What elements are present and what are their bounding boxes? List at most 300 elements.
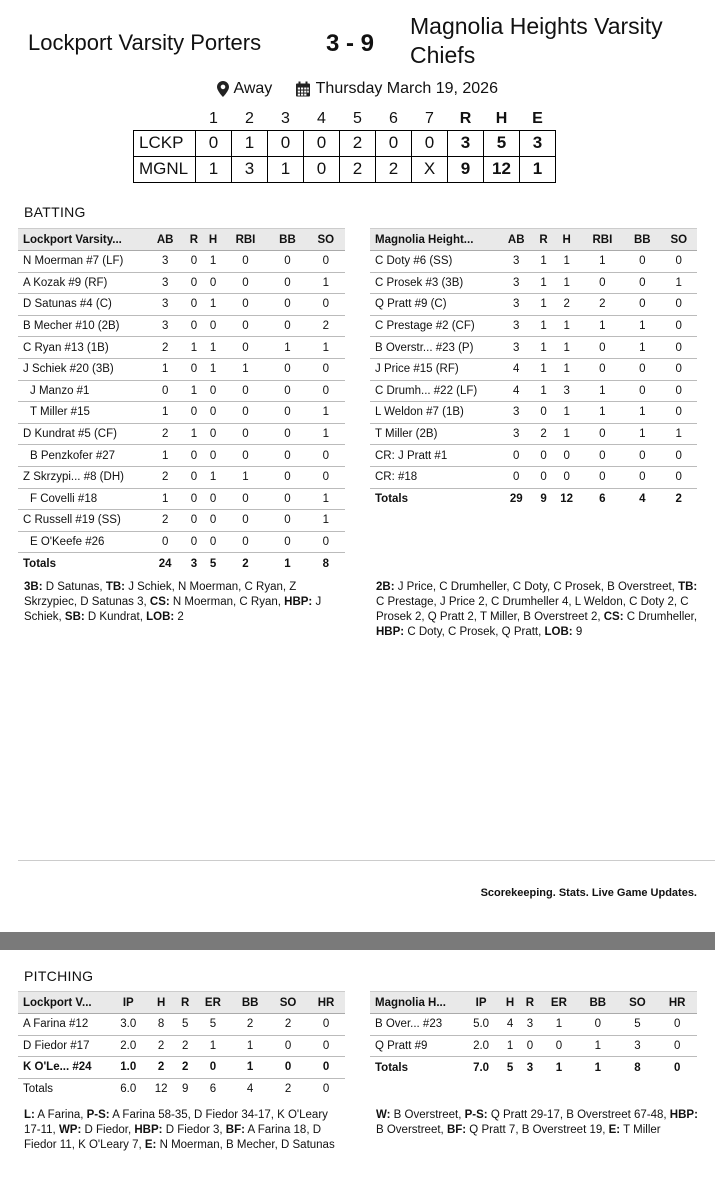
total-cell: 1 — [555, 1061, 563, 1074]
table-body — [18, 251, 345, 575]
total-cell: 2 — [284, 1083, 292, 1096]
team-abbr: LCKP — [134, 130, 196, 156]
note-label: WP: — [58, 1124, 82, 1136]
total-runs: 3 — [448, 130, 484, 156]
inning-header: 5 — [353, 109, 362, 127]
player-name: T Miller (2B) — [370, 423, 498, 445]
stat-cell: 0 — [203, 423, 222, 445]
batting-table-home — [370, 228, 697, 510]
column-header: SO — [269, 992, 307, 1014]
stat-cell: 1 — [581, 251, 624, 273]
stat-cell: 0 — [624, 380, 660, 402]
totals-label: Totals — [23, 1083, 54, 1096]
batting-row — [18, 510, 345, 532]
column-header: HR — [307, 992, 345, 1014]
stat-cell: 1 — [307, 423, 345, 445]
stat-cell: 0 — [307, 1035, 345, 1057]
player-name: A Kozak #9 (RF) — [18, 272, 146, 294]
note-label: P-S: — [86, 1109, 110, 1121]
note-label: CS: — [603, 611, 624, 623]
errors-header: E — [532, 109, 543, 127]
total-cell: 1 — [284, 557, 291, 570]
stat-cell: 0 — [534, 402, 552, 424]
inning-header: 3 — [281, 109, 290, 127]
column-header: IP — [462, 992, 500, 1014]
game-date: Thursday March 19, 2026 — [315, 80, 498, 97]
stat-cell: 3 — [498, 337, 534, 359]
player-name: CR: J Pratt #1 — [370, 445, 498, 467]
stat-cell: 2 — [553, 294, 581, 316]
stat-cell: 1 — [578, 1035, 618, 1057]
stat-cell: 3 — [498, 294, 534, 316]
stat-cell: 0 — [184, 445, 203, 467]
player-name: B Penzkofer #27 — [18, 445, 146, 467]
total-errors: 1 — [520, 156, 556, 182]
note-label: LOB: — [544, 626, 573, 638]
stat-cell: 1 — [203, 251, 222, 273]
player-name: F Covelli #18 — [18, 488, 146, 510]
stat-cell: 0 — [223, 380, 269, 402]
column-header: SO — [661, 229, 697, 251]
total-cell: 3 — [526, 1061, 534, 1074]
player-name: C Prestage #2 (CF) — [370, 315, 498, 337]
stat-cell: 0 — [268, 251, 306, 273]
location-pin-icon — [217, 81, 229, 97]
header-row — [18, 229, 345, 251]
stat-cell: 0 — [184, 510, 203, 532]
total-cell: 5 — [506, 1061, 514, 1074]
note-text: Q Pratt 7, B Overstreet 19, — [466, 1124, 609, 1136]
stat-cell: 1 — [146, 445, 184, 467]
stat-cell: 1 — [624, 315, 660, 337]
stat-cell: 5 — [195, 1014, 231, 1036]
inning-runs: 2 — [340, 156, 376, 182]
stat-cell: 1 — [307, 272, 345, 294]
away-team-name: Lockport Varsity Porters — [28, 30, 262, 55]
stat-cell: 1 — [553, 358, 581, 380]
header-row — [370, 992, 697, 1014]
player-name: D Kundrat #5 (CF) — [18, 423, 146, 445]
stat-cell: 1 — [195, 1035, 231, 1057]
batting-row — [18, 402, 345, 424]
table-header — [370, 992, 697, 1014]
stat-cell: 1 — [581, 402, 624, 424]
stat-cell: 0 — [307, 380, 345, 402]
stat-cell: 0 — [268, 294, 306, 316]
totals-label: Totals — [375, 493, 409, 506]
pitching-section-title: PITCHING — [24, 968, 94, 984]
column-header: ER — [195, 992, 231, 1014]
stat-cell: 1 — [231, 1035, 269, 1057]
total-cell: 24 — [158, 557, 172, 570]
stat-cell: 0 — [307, 1057, 345, 1079]
column-header: RBI — [223, 229, 269, 251]
stat-cell: 0 — [203, 402, 222, 424]
player-name: Q Pratt #9 — [370, 1035, 462, 1057]
batting-row — [18, 358, 345, 380]
inning-runs: 0 — [376, 130, 412, 156]
stat-cell: 1 — [581, 380, 624, 402]
stat-cell: 0 — [661, 337, 697, 359]
player-name: C Russell #19 (SS) — [18, 510, 146, 532]
player-name: K O'Le... #24 — [18, 1057, 110, 1079]
stat-cell: 3 — [618, 1035, 658, 1057]
stat-cell: 0 — [223, 337, 269, 359]
stat-cell: 1 — [146, 488, 184, 510]
calendar-icon — [295, 81, 311, 97]
stat-cell: 0 — [184, 315, 203, 337]
inning-runs: 1 — [232, 130, 268, 156]
stat-cell: 0 — [661, 251, 697, 273]
player-name: E O'Keefe #26 — [18, 531, 146, 553]
note-label: HBP: — [376, 626, 405, 638]
batting-table-away — [18, 228, 345, 574]
note-label: CS: — [149, 596, 170, 608]
note-text: 2 — [174, 611, 184, 623]
player-name: B Mecher #10 (2B) — [18, 315, 146, 337]
totals-label: Totals — [375, 1061, 409, 1074]
player-name: Z Skrzypi... #8 (DH) — [18, 466, 146, 488]
total-cell: 12 — [154, 1083, 168, 1096]
total-cell: 4 — [639, 493, 646, 506]
total-cell: 29 — [509, 493, 523, 506]
hits-header: H — [495, 109, 508, 127]
note-label: LOB: — [146, 611, 175, 623]
batting-row — [370, 294, 697, 316]
column-header: AB — [498, 229, 534, 251]
column-header: H — [553, 229, 581, 251]
inning-header: 4 — [317, 109, 326, 127]
player-name: J Price #15 (RF) — [370, 358, 498, 380]
stat-cell: 2.0 — [110, 1035, 147, 1057]
total-cell: 12 — [560, 493, 574, 506]
batting-row — [18, 445, 345, 467]
inning-runs: 1 — [268, 156, 304, 182]
pitching-row — [370, 1035, 697, 1057]
batting-row — [18, 294, 345, 316]
stat-cell: 0 — [581, 358, 624, 380]
inning-runs: X — [412, 156, 448, 182]
home-team-name: Magnolia Heights Varsity Chiefs — [410, 13, 663, 68]
pitching-notes-away — [24, 1108, 346, 1153]
player-name: C Prosek #3 (3B) — [370, 272, 498, 294]
note-text: A Farina 58-35, D Fiedor 34-17, K O'Leary 17-11, — [24, 1109, 328, 1136]
column-header: R — [520, 992, 540, 1014]
batting-row — [370, 358, 697, 380]
stat-cell: 0 — [203, 272, 222, 294]
stat-cell: 2 — [146, 337, 184, 359]
stat-cell: 0 — [203, 315, 222, 337]
team-column-header: Magnolia Height... — [370, 229, 498, 251]
stat-cell: 0 — [223, 315, 269, 337]
batting-row — [370, 272, 697, 294]
stat-cell: 0 — [520, 1035, 540, 1057]
stat-cell: 0 — [146, 531, 184, 553]
inning-runs: 0 — [304, 156, 340, 182]
stat-cell: 1 — [184, 423, 203, 445]
note-text: T Miller — [620, 1124, 661, 1136]
stat-cell: 0 — [269, 1057, 307, 1079]
note-label: E: — [144, 1139, 157, 1151]
total-cell: 5 — [209, 557, 217, 570]
stat-cell: 0 — [268, 445, 306, 467]
team-column-header: Lockport Varsity... — [18, 229, 146, 251]
total-errors: 3 — [520, 130, 556, 156]
player-name: A Farina #12 — [18, 1014, 110, 1036]
stat-cell: 0 — [268, 402, 306, 424]
batting-row — [370, 380, 697, 402]
stat-cell: 1 — [534, 315, 552, 337]
batting-row — [370, 423, 697, 445]
stat-cell: 1 — [534, 358, 552, 380]
table-body — [18, 1014, 345, 1100]
inning-runs: 0 — [196, 130, 232, 156]
column-header: BB — [268, 229, 306, 251]
linescore-header-row — [134, 108, 556, 130]
batting-notes-home — [376, 580, 698, 640]
stat-cell: 0 — [624, 294, 660, 316]
stat-cell: 0 — [624, 445, 660, 467]
note-label: 2B: — [376, 581, 395, 593]
note-label: HBP: — [284, 596, 313, 608]
column-header: BB — [231, 992, 269, 1014]
stat-cell: 0 — [223, 531, 269, 553]
player-name: L Weldon #7 (1B) — [370, 402, 498, 424]
batting-row — [370, 251, 697, 273]
stat-cell: 0 — [223, 423, 269, 445]
stat-cell: 0 — [184, 251, 203, 273]
stat-cell: 0 — [553, 466, 581, 488]
section-separator-band — [0, 932, 715, 950]
stat-cell: 1 — [661, 272, 697, 294]
column-header: AB — [146, 229, 184, 251]
batting-row — [370, 466, 697, 488]
stat-cell: 0 — [268, 510, 306, 532]
stat-cell: 1 — [553, 402, 581, 424]
linescore-table — [133, 108, 556, 183]
player-name: C Doty #6 (SS) — [370, 251, 498, 273]
stat-cell: 0 — [307, 251, 345, 273]
table-header — [18, 992, 345, 1014]
stat-cell: 1 — [146, 358, 184, 380]
stat-cell: 2 — [147, 1057, 176, 1079]
inning-runs: 0 — [304, 130, 340, 156]
stat-cell: 0 — [184, 358, 203, 380]
batting-section-title: BATTING — [24, 204, 86, 220]
stat-cell: 1 — [203, 294, 222, 316]
note-label: E: — [608, 1124, 621, 1136]
stat-cell: 0 — [184, 488, 203, 510]
note-label: BF: — [225, 1124, 245, 1136]
note-text: B Overstreet, — [390, 1109, 465, 1121]
note-label: W: — [376, 1109, 391, 1121]
player-name: Q Pratt #9 (C) — [370, 294, 498, 316]
header-row — [18, 992, 345, 1014]
stat-cell: 0 — [624, 251, 660, 273]
player-name: N Moerman #7 (LF) — [18, 251, 146, 273]
stat-cell: 0 — [661, 466, 697, 488]
stat-cell: 0 — [223, 445, 269, 467]
note-label: L: — [24, 1109, 35, 1121]
note-text: C Drumheller, — [623, 611, 698, 623]
total-cell: 3 — [190, 557, 198, 570]
stat-cell: 0 — [203, 531, 222, 553]
stat-cell: 0 — [581, 423, 624, 445]
inning-runs: 0 — [268, 130, 304, 156]
column-header: SO — [307, 229, 345, 251]
note-text: J Schiek, N Moerman, C Ryan, Z Skrzypiec, D Satunas 3, — [24, 581, 297, 608]
final-score: 3 - 9 — [326, 30, 375, 57]
stat-cell: 1 — [534, 380, 552, 402]
player-name: CR: #18 — [370, 466, 498, 488]
note-text: N Moerman, B Mecher, D Satunas — [156, 1139, 335, 1151]
batting-row — [18, 466, 345, 488]
stat-cell: 1 — [661, 423, 697, 445]
pitching-row — [18, 1035, 345, 1057]
note-text: D Satunas, — [42, 581, 106, 593]
stat-cell: 1 — [307, 337, 345, 359]
stat-cell: 1 — [307, 488, 345, 510]
inning-header: 2 — [245, 109, 254, 127]
stat-cell: 0 — [184, 402, 203, 424]
stat-cell: 5.0 — [462, 1014, 500, 1036]
linescore-row-home — [134, 156, 556, 182]
stat-cell: 5 — [176, 1014, 195, 1036]
stat-cell: 1 — [203, 358, 222, 380]
totals-label: Totals — [23, 557, 57, 570]
note-text: J Price, C Drumheller, C Doty, C Prosek, B Overstreet, — [394, 581, 679, 593]
total-hits: 12 — [484, 156, 520, 182]
player-name: C Drumh... #22 (LF) — [370, 380, 498, 402]
stat-cell: 5 — [618, 1014, 658, 1036]
stat-cell: 1 — [534, 337, 552, 359]
stat-cell: 0 — [223, 251, 269, 273]
stat-cell: 0 — [268, 531, 306, 553]
stat-cell: 0 — [661, 358, 697, 380]
stat-cell: 0 — [661, 294, 697, 316]
inning-runs: 3 — [232, 156, 268, 182]
stat-cell: 2 — [231, 1014, 269, 1036]
column-header: BB — [578, 992, 618, 1014]
stat-cell: 0 — [203, 488, 222, 510]
stat-cell: 1 — [500, 1035, 520, 1057]
stat-cell: 1 — [534, 251, 552, 273]
stat-cell: 0 — [581, 466, 624, 488]
stat-cell: 0 — [657, 1035, 697, 1057]
stat-cell: 0 — [661, 315, 697, 337]
stat-cell: 0 — [534, 466, 552, 488]
stat-cell: 1 — [223, 466, 269, 488]
pitching-notes-home — [376, 1108, 698, 1138]
stat-cell: 0 — [195, 1057, 231, 1079]
stat-cell: 2 — [146, 510, 184, 532]
linescore-row-away — [134, 130, 556, 156]
note-text: C Doty, C Prosek, Q Pratt, — [404, 626, 545, 638]
stat-cell: 0 — [553, 445, 581, 467]
stat-cell: 0 — [307, 445, 345, 467]
batting-row — [18, 531, 345, 553]
total-cell: 6 — [209, 1083, 217, 1096]
stat-cell: 1 — [307, 510, 345, 532]
stat-cell: 0 — [203, 380, 222, 402]
stat-cell: 0 — [184, 531, 203, 553]
column-header: R — [534, 229, 552, 251]
stat-cell: 1 — [534, 272, 552, 294]
column-header: SO — [618, 992, 658, 1014]
pitching-row — [18, 1014, 345, 1036]
stat-cell: 1 — [581, 315, 624, 337]
stat-cell: 3 — [498, 272, 534, 294]
stat-cell: 0 — [498, 445, 534, 467]
note-label: HBP: — [134, 1124, 163, 1136]
column-header: IP — [110, 992, 147, 1014]
stat-cell: 3 — [498, 251, 534, 273]
stat-cell: 3 — [520, 1014, 540, 1036]
stat-cell: 3 — [146, 294, 184, 316]
batting-row — [370, 315, 697, 337]
team-abbr: MGNL — [134, 156, 196, 182]
stat-cell: 0 — [146, 380, 184, 402]
stat-cell: 2 — [146, 423, 184, 445]
batting-row — [370, 337, 697, 359]
stat-cell: 0 — [624, 358, 660, 380]
stat-cell: 0 — [534, 445, 552, 467]
total-cell: 9 — [182, 1083, 189, 1096]
note-text: Q Pratt 29-17, B Overstreet 67-48, — [487, 1109, 670, 1121]
stat-cell: 1.0 — [110, 1057, 147, 1079]
section-divider — [18, 860, 715, 861]
stat-cell: 1 — [553, 272, 581, 294]
stat-cell: 0 — [223, 488, 269, 510]
total-cell: 6.0 — [120, 1083, 137, 1096]
stat-cell: 2 — [147, 1035, 176, 1057]
batting-row — [18, 272, 345, 294]
total-cell: 1 — [594, 1061, 601, 1074]
team-column-header: Lockport V... — [18, 992, 110, 1014]
inning-runs: 0 — [412, 130, 448, 156]
runs-header: R — [459, 109, 472, 127]
inning-runs: 2 — [376, 156, 412, 182]
stat-cell: 1 — [203, 466, 222, 488]
stat-cell: 1 — [268, 337, 306, 359]
stat-cell: 3 — [553, 380, 581, 402]
stat-cell: 1 — [146, 402, 184, 424]
total-cell: 2 — [242, 557, 249, 570]
batting-row — [18, 488, 345, 510]
total-runs: 9 — [448, 156, 484, 182]
game-location: Away — [233, 80, 273, 97]
inning-header: 1 — [209, 109, 218, 127]
stat-cell: 0 — [307, 531, 345, 553]
stat-cell: 4 — [498, 380, 534, 402]
batting-row — [18, 337, 345, 359]
stat-cell: 0 — [203, 510, 222, 532]
stat-cell: 0 — [661, 380, 697, 402]
inning-header: 7 — [425, 109, 434, 127]
pitching-table-home — [370, 991, 697, 1078]
stat-cell: 4 — [498, 358, 534, 380]
team-column-header: Magnolia H... — [370, 992, 462, 1014]
note-label: 3B: — [24, 581, 43, 593]
stat-cell: 4 — [500, 1014, 520, 1036]
stat-cell: 0 — [498, 466, 534, 488]
game-meta — [0, 80, 715, 98]
stat-cell: 1 — [540, 1014, 578, 1036]
stat-cell: 3 — [498, 315, 534, 337]
stat-cell: 0 — [223, 510, 269, 532]
stat-cell: 1 — [307, 402, 345, 424]
stat-cell: 1 — [624, 337, 660, 359]
